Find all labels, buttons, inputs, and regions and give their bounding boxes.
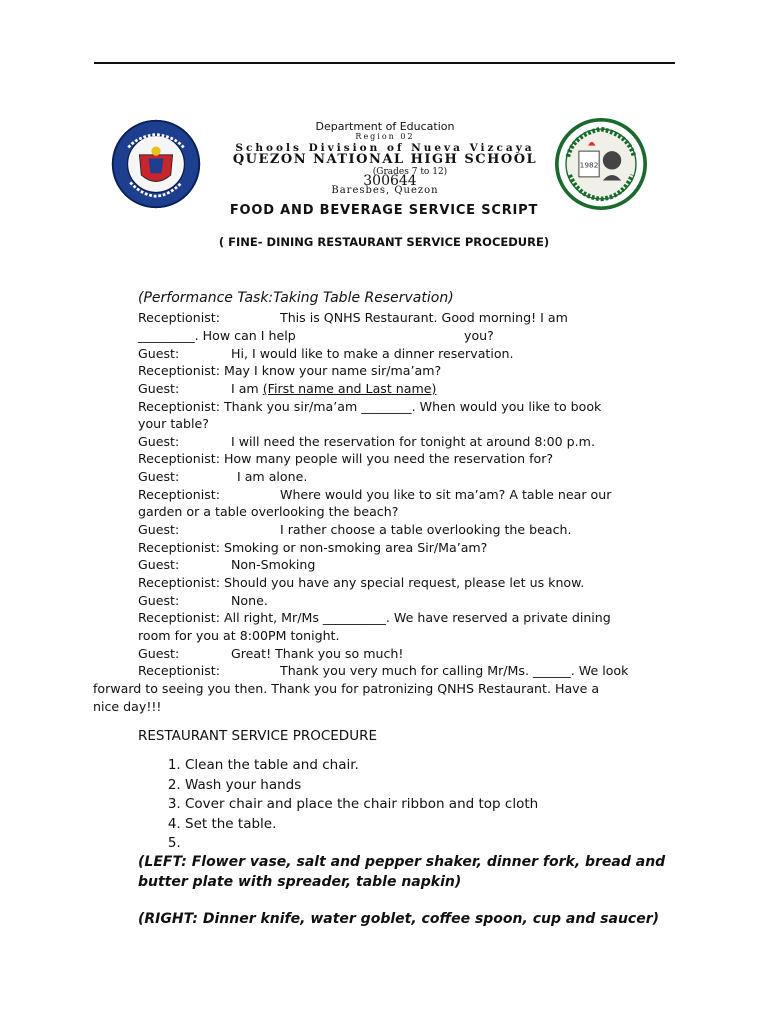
left-setting-note (138, 852, 665, 892)
dialogue-line: Receptionist: How many people will you need the reservation for? (138, 451, 554, 466)
grades-label: (Grades 7 to 12) (372, 167, 448, 177)
seal-year: 1982 (579, 160, 599, 170)
dialogue-line: garden or a table overlooking the beach? (138, 504, 399, 519)
dialogue-speaker: Receptionist: (138, 310, 220, 325)
left-note-line: butter plate with spreader, table napkin) (138, 874, 462, 890)
dialogue-line: your table? (138, 416, 209, 431)
procedure-step: 3. Cover chair and place the chair ribbon and top cloth (185, 795, 538, 815)
division-label: Schools Division of Nueva Vizcaya (235, 142, 535, 154)
procedure-step: 2. Wash your hands (185, 776, 538, 796)
region-label: Region 02 (355, 132, 415, 141)
school-name: QUEZON NATIONAL HIGH SCHOOL (232, 152, 538, 167)
document-subtitle: ( FINE- DINING RESTAURANT SERVICE PROCEDURE) (218, 235, 550, 249)
school-id: 300644 (363, 173, 417, 189)
dialogue-line: forward to seeing you then. Thank you for patronizing QNHS Restaurant. Have a (93, 681, 600, 696)
procedure-title: RESTAURANT SERVICE PROCEDURE (138, 728, 377, 744)
dialogue-speaker: Receptionist: (138, 663, 220, 678)
dialogue-line: Receptionist: All right, Mr/Ms __________. We have reserved a private dining (138, 610, 611, 625)
dialogue-line: Great! Thank you so much! (231, 646, 404, 661)
dialogue-line: room for you at 8:00PM tonight. (138, 628, 340, 643)
school-address: Baresbes, Quezon (331, 185, 439, 196)
procedure-step: 4. Set the table. (185, 815, 538, 835)
dialogue-speaker: Guest: (138, 557, 180, 572)
dialogue-speaker: Guest: (138, 522, 180, 537)
procedure-step (185, 834, 538, 854)
dialogue-line: Receptionist: Thank you sir/ma’am ________. When would you like to book (138, 399, 602, 414)
dialogue-speaker: Guest: (138, 434, 180, 449)
dialogue-line (231, 380, 436, 397)
dialogue-line: Non-Smoking (231, 557, 316, 572)
dialogue-line: nice day!!! (93, 699, 162, 714)
dialogue-line: Receptionist: Should you have any special request, please let us know. (138, 575, 585, 590)
performance-task-heading: (Performance Task:Taking Table Reservation) (138, 290, 454, 306)
dialogue-line: None. (231, 593, 268, 608)
deped-seal-logo (110, 118, 202, 210)
department-name: Department of Education (315, 120, 455, 133)
procedure-step: 1. Clean the table and chair. (185, 756, 538, 776)
dialogue-line: I rather choose a table overlooking the beach. (280, 522, 572, 537)
procedure-steps (138, 756, 538, 854)
dialogue-line: Hi, I would like to make a dinner reservation. (231, 346, 514, 361)
dialogue-line: _________. How can I help (138, 328, 296, 343)
dialogue-line: Receptionist: Smoking or non-smoking area Sir/Ma’am? (138, 540, 488, 555)
name-placeholder: (First name and Last name) (262, 381, 437, 396)
document-title: FOOD AND BEVERAGE SERVICE SCRIPT (229, 203, 539, 218)
dialogue-speaker: Guest: (138, 381, 180, 396)
dialogue-speaker: Guest: (138, 346, 180, 361)
dialogue-line: Where would you like to sit ma’am? A table near our (280, 487, 612, 502)
dialogue-speaker: Receptionist: (138, 487, 220, 502)
dialogue-speaker: Guest: (138, 469, 180, 484)
dialogue-line: I will need the reservation for tonight at around 8:00 p.m. (231, 434, 595, 449)
dialogue-speaker: Guest: (138, 593, 180, 608)
dialogue-text: I am (231, 381, 263, 396)
dialogue-speaker: Guest: (138, 646, 180, 661)
dialogue-line: This is QNHS Restaurant. Good morning! I am (280, 310, 568, 325)
dialogue-line: Thank you very much for calling Mr/Ms. ______. We look (280, 663, 629, 678)
left-note-line: (LEFT: Flower vase, salt and pepper shaker, dinner fork, bread and (138, 854, 666, 870)
dialogue-line: I am alone. (237, 469, 308, 484)
dialogue-line: Receptionist: May I know your name sir/ma’am? (138, 363, 442, 378)
right-setting-note: (RIGHT: Dinner knife, water goblet, coffee spoon, cup and saucer) (138, 911, 660, 927)
dialogue-line: you? (464, 328, 494, 343)
top-rule (94, 62, 675, 64)
